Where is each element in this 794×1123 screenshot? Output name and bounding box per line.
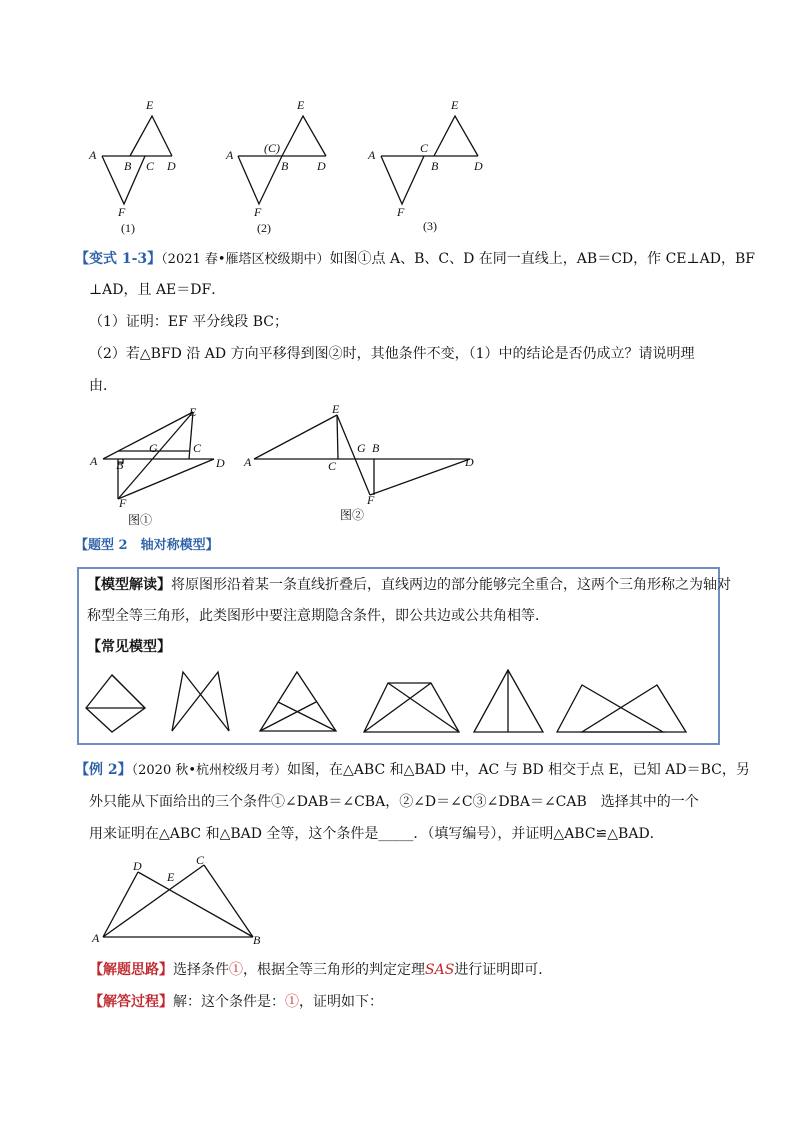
fig3-label-A: A xyxy=(368,148,376,162)
fig1-label-A: A xyxy=(89,148,97,162)
variant-q2-line1: （2）若△BFD 沿 AD 方向平移得到图②时，其他条件不变，（1）中的结论是否仍成立？请说明理 xyxy=(89,346,695,362)
model-tag: 【模型解读】 xyxy=(87,577,171,593)
variant-tag: 【变式 1-3】 xyxy=(75,251,162,267)
fig2-label-C: (C) xyxy=(264,141,280,155)
model-line1-text: 将原图形沿着某一条直线折叠后，直线两边的部分能够完全重合，这两个三角形称之为轴对 xyxy=(171,577,731,593)
ex2-label-A: A xyxy=(92,931,100,945)
ex2-label-C: C xyxy=(196,853,205,867)
variant-line1-text: 如图①点 A、B、C、D 在同一直线上，AB＝CD，作 CE⊥AD，BF xyxy=(329,251,756,267)
fig2-label-F: F xyxy=(254,205,262,219)
figb-label-F: F xyxy=(367,493,375,507)
figa-label-B: B xyxy=(116,458,124,472)
fig3-label-C: C xyxy=(420,141,429,155)
fig2-label-A: A xyxy=(226,148,234,162)
fig2-caption: (2) xyxy=(257,221,271,235)
figb-label-G: G xyxy=(357,441,366,455)
figure-1-lines xyxy=(102,116,172,204)
figa-label-E: E xyxy=(189,405,197,419)
example2-figure xyxy=(0,850,794,950)
solution-process-b: ，证明如下： xyxy=(299,994,383,1010)
solution-process xyxy=(89,992,383,1012)
fig1-label-D: D xyxy=(167,159,176,173)
fig1-label-B: B xyxy=(124,159,132,173)
fig2-label-D: D xyxy=(317,159,326,173)
solution-process-circ: ① xyxy=(285,994,299,1010)
fig2-label-E: E xyxy=(297,98,305,112)
fig1-label-C: C xyxy=(146,159,155,173)
ex2-label-B: B xyxy=(253,933,261,947)
fig1-caption: (1) xyxy=(121,221,135,235)
fig2-label-B: B xyxy=(281,159,289,173)
variant-source: （2021 春•雁塔区校级期中） xyxy=(161,252,330,267)
example2-line-2: 外只能从下面给出的三个条件①∠DAB＝∠CBA，②∠D＝∠C③∠DBA＝∠CAB 选择其中的一个 xyxy=(89,794,699,810)
fig3-label-F: F xyxy=(397,205,405,219)
solution-process-a: 解：这个条件是： xyxy=(173,994,285,1010)
figa-label-C: C xyxy=(193,441,202,455)
variant-line-2: ⊥AD，且 AE＝DF． xyxy=(89,282,226,298)
figa-label-A: A xyxy=(90,454,98,468)
common-models-figures xyxy=(0,660,794,740)
fig3-label-E: E xyxy=(451,98,459,112)
figb-label-C: C xyxy=(328,459,337,473)
figb-label-A: A xyxy=(244,455,252,469)
fig3-label-D: D xyxy=(474,159,483,173)
solution-idea-c: 进行证明即可． xyxy=(454,962,553,978)
solution-idea xyxy=(89,960,552,980)
figure-3-lines xyxy=(381,116,478,204)
model-line-2: 称型全等三角形，此类图形中要注意期隐含条件，即公共边或公共角相等． xyxy=(87,608,549,624)
model-figure-triangle-cross xyxy=(260,672,336,731)
fig1-label-F: F xyxy=(118,205,126,219)
figb-label-B: B xyxy=(372,441,380,455)
model-figure-m xyxy=(172,672,229,731)
solution-idea-b: ，根据全等三角形的判定定理 xyxy=(243,962,425,978)
fig3-label-B: B xyxy=(431,159,439,173)
fig1-label-E: E xyxy=(146,98,154,112)
model-figure-double-triangle xyxy=(557,685,686,732)
model-figure-trapezoid xyxy=(364,683,459,732)
example2-line-1 xyxy=(75,760,750,781)
example2-line-3: 用来证明在△ABC 和△BAD 全等，这个条件是_____．（填写编号），并证明△ABC≌△BAD． xyxy=(89,826,664,842)
ex2-label-D: D xyxy=(133,859,142,873)
fig3-caption: (3) xyxy=(423,219,437,233)
figb-label-D: D xyxy=(465,455,474,469)
example2-source: （2020 秋•杭州校级月考） xyxy=(131,763,288,778)
variant-q2-line2: 由． xyxy=(89,378,117,394)
variant-q1: （1）证明：EF 平分线段 BC； xyxy=(89,314,289,330)
figure-row-top xyxy=(0,0,794,240)
figb-label-E: E xyxy=(332,402,340,416)
model-line-1 xyxy=(87,575,731,595)
example2-tag: 【例 2】 xyxy=(75,762,132,778)
solution-idea-sas: SAS xyxy=(425,962,455,978)
ex2-label-E: E xyxy=(167,870,175,884)
example2-line1-text: 如图，在△ABC 和△BAD 中，AC 与 BD 相交于点 E，已知 AD＝BC，另 xyxy=(287,762,750,778)
variant-line-1 xyxy=(75,249,755,270)
figa-label-D: D xyxy=(216,456,225,470)
type2-heading: 【题型 2 轴对称模型】 xyxy=(75,538,219,553)
solution-idea-tag: 【解题思路】 xyxy=(89,962,173,978)
solution-idea-circ: ① xyxy=(229,962,243,978)
common-models-label: 【常见模型】 xyxy=(87,639,171,655)
solution-process-tag: 【解答过程】 xyxy=(89,994,173,1010)
model-figure-kite xyxy=(86,675,145,732)
figa-label-F: F xyxy=(119,496,127,510)
figa-label-G: G xyxy=(149,441,158,455)
figb-caption: 图② xyxy=(340,508,365,522)
solution-idea-a: 选择条件 xyxy=(173,962,229,978)
model-figure-altitude xyxy=(474,670,543,732)
figa-caption: 图① xyxy=(128,513,153,527)
